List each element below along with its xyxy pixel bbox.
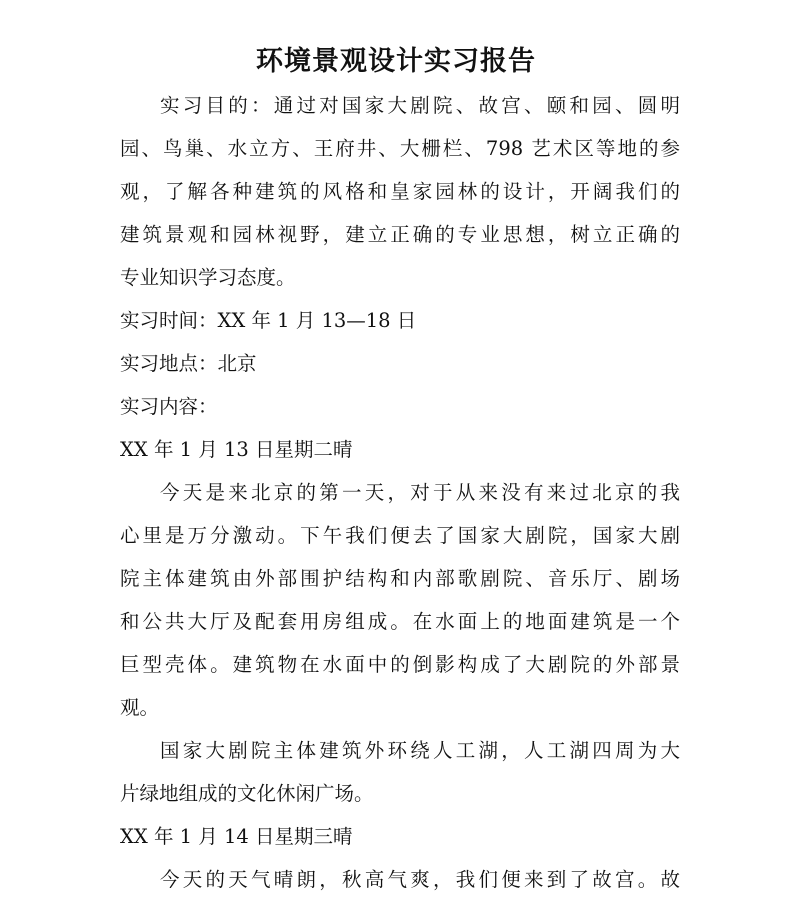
text-line: 建筑景观和园林视野，建立正确的专业思想，树立正确的 [120,223,680,246]
text-line: 专业知识学习态度。 [120,266,296,289]
text-line: 院主体建筑由外部围护结构和内部歌剧院、音乐厅、剧场 [120,567,680,590]
text-line: 实习内容： [120,395,218,418]
text-line: 和公共大厅及配套用房组成。在水面上的地面建筑是一个 [120,610,680,633]
text-line: XX 年 1 月 13 日星期二晴 [120,438,353,461]
document-title: 环境景观设计实习报告 [256,46,536,77]
text-line: 实习地点：北京 [120,352,257,375]
text-line: 心里是万分激动。下午我们便去了国家大剧院，国家大剧 [120,524,680,547]
text-line: 实习时间：XX 年 1 月 13—18 日 [120,309,417,332]
text-line: 片绿地组成的文化休闲广场。 [120,782,374,805]
text-line: 观。 [120,696,160,719]
text-line: 园、鸟巢、水立方、王府井、大栅栏、798 艺术区等地的参 [120,137,680,160]
text-line: XX 年 1 月 14 日星期三晴 [120,825,353,848]
text-line: 国家大剧院主体建筑外环绕人工湖，人工湖四周为大 [160,739,680,762]
text-line: 巨型壳体。建筑物在水面中的倒影构成了大剧院的外部景 [120,653,680,676]
text-line: 实习目的：通过对国家大剧院、故宫、颐和园、圆明 [160,94,680,117]
text-line: 观，了解各种建筑的风格和皇家园林的设计，开阔我们的 [120,180,680,203]
document-body [120,84,680,901]
text-line: 今天是来北京的第一天，对于从来没有来过北京的我 [160,481,680,504]
text-line: 今天的天气晴朗，秋高气爽，我们便来到了故宫。故 [160,868,680,891]
